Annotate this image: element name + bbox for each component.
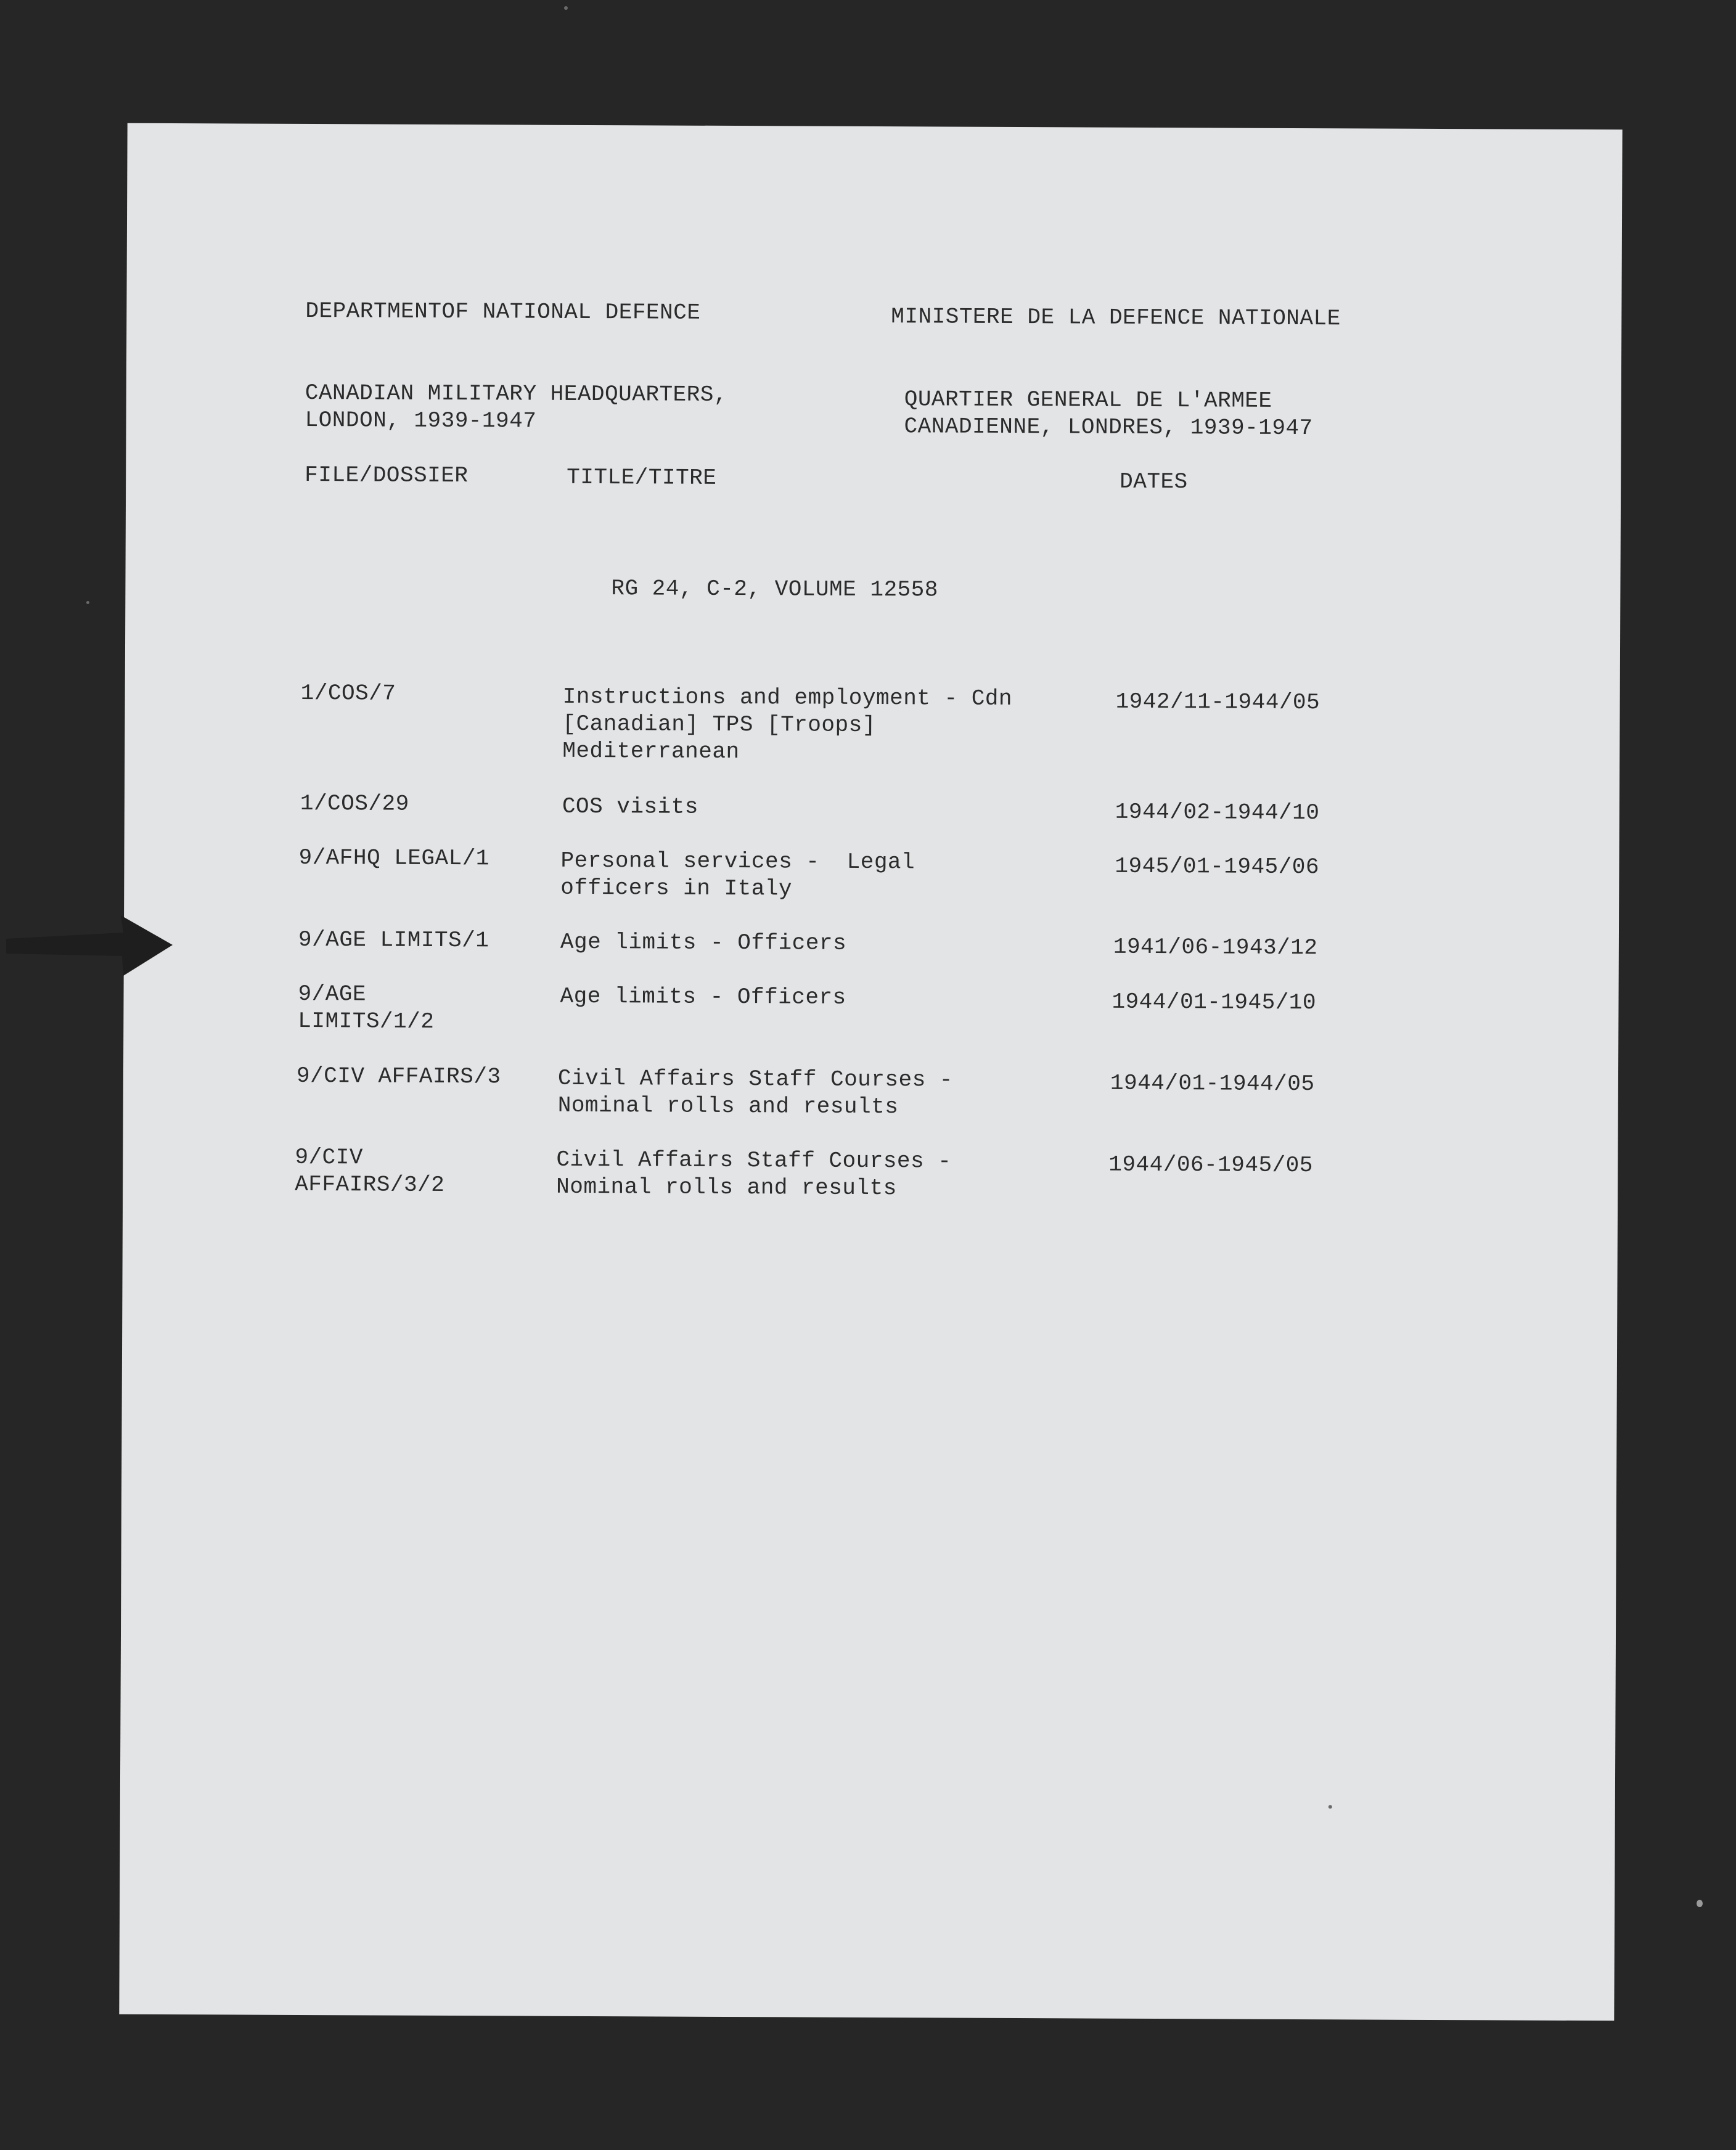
volume-reference: RG 24, C-2, VOLUME 12558 [611,576,938,603]
entry-title: Age limits - Officers [560,929,847,956]
dept-fr: MINISTERE DE LA DEFENCE NATIONALE [891,304,1341,332]
entry-dates: 1941/06-1943/12 [1113,934,1318,961]
entry-file: 9/CIV [295,1144,364,1171]
entry-dates: 1942/11-1944/05 [1115,689,1320,716]
entry-dates: 1944/01-1945/10 [1112,989,1317,1016]
entry-title: Nominal rolls and results [557,1092,899,1120]
entry-title: Civil Affairs Staff Courses - [556,1147,952,1174]
entry-file: 9/AGE [298,981,367,1007]
entry-dates: 1944/06-1945/05 [1108,1151,1313,1179]
entry-title: Civil Affairs Staff Courses - [557,1065,954,1093]
entry-title: COS visits [562,793,699,820]
entry-file: 9/AGE LIMITS/1 [298,926,489,954]
entry-title: Personal services - Legal [560,848,915,875]
column-header-title: TITLE/TITRE [567,464,717,491]
entry-title: Mediterranean [562,738,740,765]
entry-file: 1/COS/29 [300,790,409,817]
hq-fr-line2: CANADIENNE, LONDRES, 1939-1947 [904,414,1313,441]
entry-dates: 1945/01-1945/06 [1115,853,1320,880]
entry-title: officers in Italy [560,875,793,902]
hq-en-line1: CANADIAN MILITARY HEADQUARTERS, [305,380,728,407]
entry-title: Nominal rolls and results [556,1174,897,1201]
dept-en: DEPARTMENTOF NATIONAL DEFENCE [305,298,701,325]
entry-title: [Canadian] TPS [Troops] [562,711,876,738]
dust-speck [1697,1900,1703,1907]
dust-speck [564,6,568,10]
dust-speck [1329,1805,1332,1809]
entry-title: Instructions and employment - Cdn [562,684,1013,711]
entry-file: 9/CIV AFFAIRS/3 [296,1063,501,1090]
entry-dates: 1944/02-1944/10 [1115,799,1320,826]
dust-speck [86,601,89,604]
entry-file: AFFAIRS/3/2 [295,1171,445,1198]
entry-file: LIMITS/1/2 [298,1008,435,1034]
entry-dates: 1944/01-1944/05 [1110,1070,1315,1097]
entry-title: Age limits - Officers [560,983,846,1010]
right-arrow-icon [6,915,173,977]
hq-en-line2: LONDON, 1939-1947 [305,407,537,434]
column-header-dates: DATES [1120,468,1188,495]
document-page [119,123,1622,2021]
hq-fr-line1: QUARTIER GENERAL DE L'ARMEE [904,386,1272,414]
entry-file: 1/COS/7 [300,680,396,706]
entry-file: 9/AFHQ LEGAL/1 [298,844,490,872]
column-header-file: FILE/DOSSIER [305,462,469,489]
